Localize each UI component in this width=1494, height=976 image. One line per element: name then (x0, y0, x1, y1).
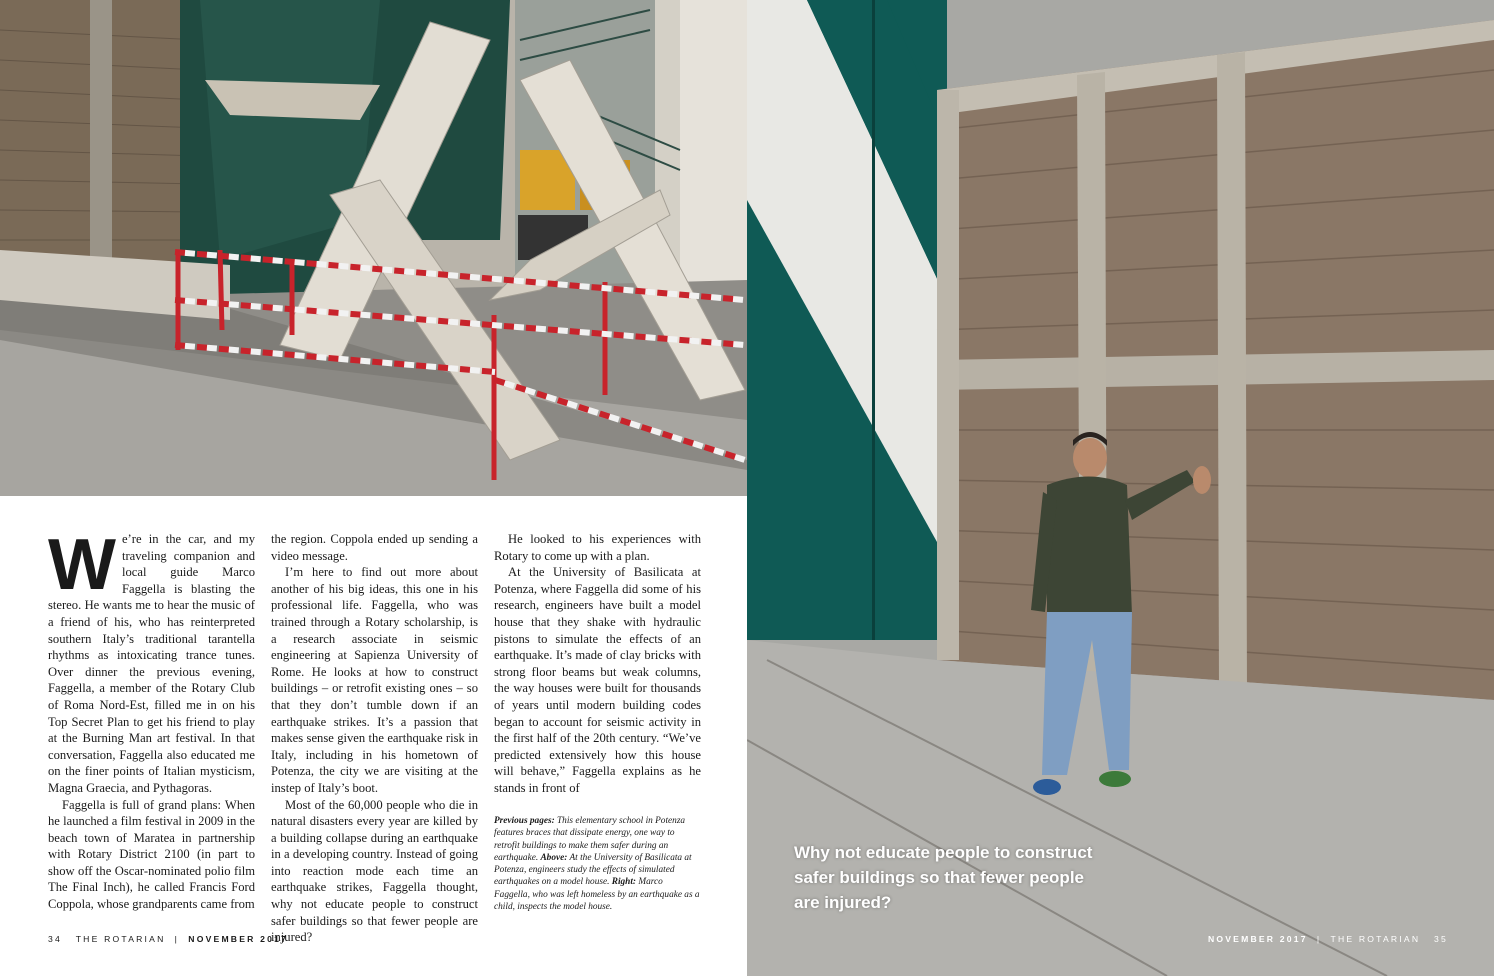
photo-caption (494, 815, 701, 913)
publication-name: THE ROTARIAN (1330, 934, 1421, 944)
article-column-2 (271, 531, 478, 946)
right-page (747, 0, 1494, 976)
article-paragraph: At the University of Basilicata at Potenza, where Faggella did some of his research, engineers have built a model house that they shake with hydraulic pistons to simulate the effects of an earthquake. It’s made of clay bricks with strong floor beams but weak columns, the way houses were built for thousands of years until modern building codes began to account for seismic activity in the first half of the 20th century. “We’ve predicted extensively how this house will behave,” Faggella explains as he stands in front of (494, 565, 701, 795)
footer-separator: | (1316, 934, 1322, 944)
caption-label-right: Right: (611, 877, 637, 888)
article-paragraph: Most of the 60,000 people who die in natural disasters every year are killed by a building collapse during an earthquake in a developing country. Instead of going into reaction mode each time an earthquake strikes, Faggella thought, why not educate people to construct safer buildings so that fewer people are injured? (271, 797, 478, 945)
bracing-photo-illustration (0, 0, 747, 496)
caption-label-previous: Previous pages: (494, 816, 555, 826)
article-paragraph: Faggella is full of grand plans: When he launched a film festival in 2009 in the beach town of Maratea in partnership with Rotary District 2100 (in part to show off the Oscar-nominated polio film The Final Inch), he called Francis Ford Coppola, whose grandparents came from (48, 797, 255, 912)
article-paragraph: e’re in the car, and my traveling companion and local guide Marco Faggella is blasting the stereo. He wants me to hear the music of a friend of his, who has reinterpreted southern Italy’s traditional tarantella rhythms as intoxicating trance tunes. Over dinner the previous evening, Faggella, a member of the Rotary Club of Roma Nord-Est, filled me in on his Top Secret Plan to get his friend to play at the Burning Man art festival. In that conversation, Faggella also educated me on the finer points of Italian mysticism, Magna Graecia, and Pythagoras. (48, 532, 255, 795)
page-number: 34 (48, 934, 62, 944)
drop-cap: W (48, 525, 114, 605)
caption-text-above: At the University of Basilicata at Potenza, engineers study the effects of simulated earthquakes on a model house. (494, 852, 692, 888)
article-paragraph: He looked to his experiences with Rotary to come up with a plan. (494, 532, 701, 563)
publication-name: THE ROTARIAN (75, 934, 166, 944)
page-footer-left (48, 934, 288, 944)
article-paragraph: the region. Coppola ended up sending a video message. (271, 532, 478, 563)
article-column-1 (48, 525, 255, 913)
footer-separator: | (174, 934, 180, 944)
issue-date: NOVEMBER 2017 (1207, 934, 1308, 944)
page-number: 35 (1434, 934, 1448, 944)
article-column-3 (494, 531, 701, 797)
model-house-photo-illustration (747, 0, 1494, 976)
caption-label-above: Above: (540, 852, 568, 863)
pull-quote: Why not educate people to construct safer buildings so that fewer people are injured? (794, 843, 1093, 912)
issue-date: NOVEMBER 2017 (188, 934, 289, 944)
bracing-photo (0, 0, 747, 496)
model-house-photo (747, 0, 1494, 976)
article-paragraph: I’m here to find out more about another of his big ideas, this one in his professional life. Faggella, who was trained through a Rotary scholarship, is a research associate in seismic engineering at Sapienza University of Rome. He looks at how to construct buildings – or retrofit existing ones – so that they don’t tumble down if an earthquake strikes. It’s a passion that makes sense given the earthquake risk in Italy, including in his hometown of Potenza, the city we are visiting at the instep of Italy’s boot. (271, 565, 478, 795)
page-footer-right (1208, 934, 1448, 944)
caption-text-previous: This elementary school in Potenza features braces that dissipate energy, one way to retrofit buildings to make them safer during an earthquake. (494, 816, 686, 863)
caption-text-right: Marco Faggella, who was left homeless by an earthquake as a child, inspects the model house. (494, 877, 700, 913)
